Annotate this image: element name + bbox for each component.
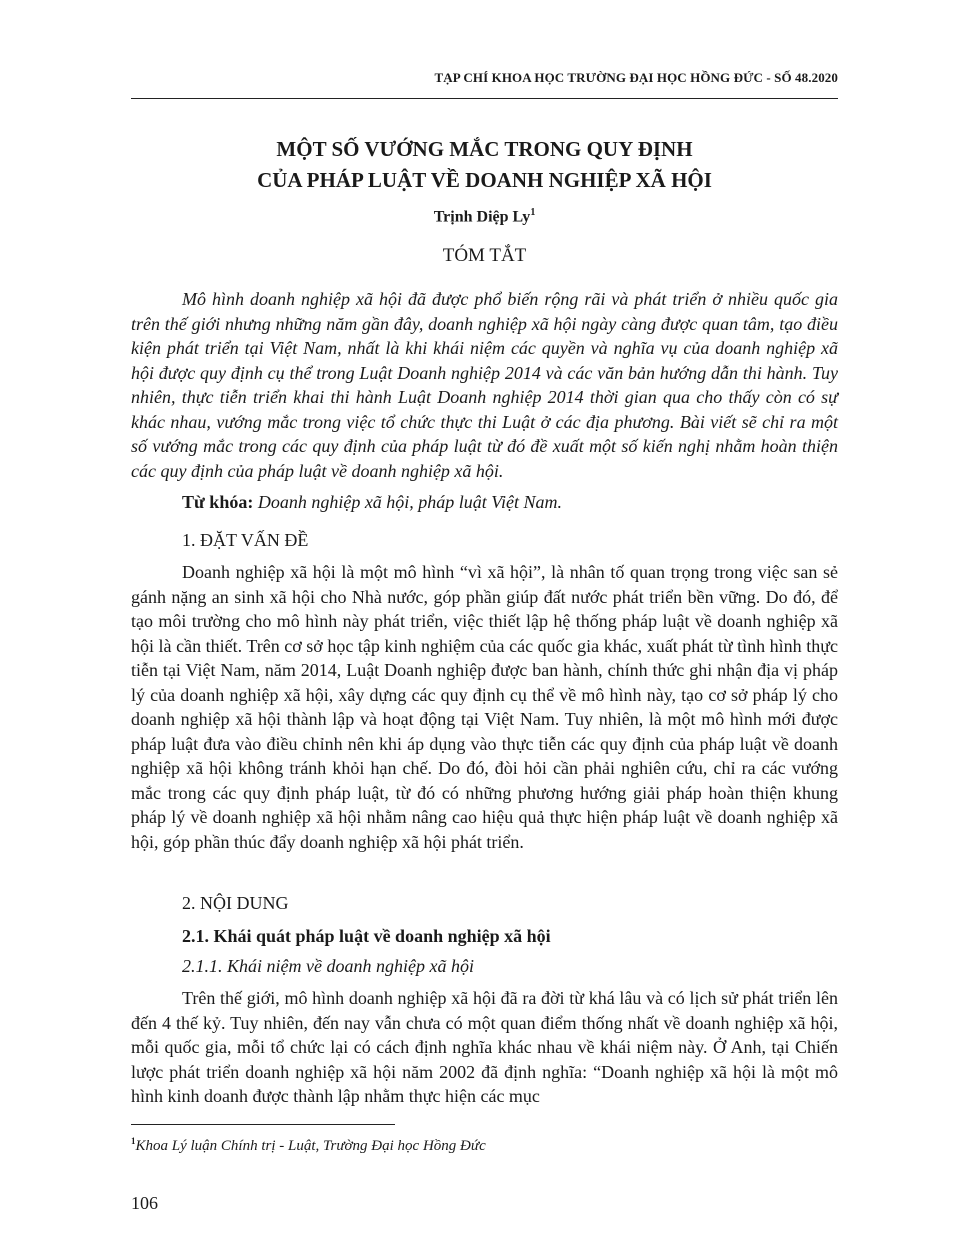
keywords-label: Từ khóa: — [182, 492, 254, 512]
keywords-text: Doanh nghiệp xã hội, pháp luật Việt Nam. — [257, 492, 562, 512]
title-line-2: CỦA PHÁP LUẬT VỀ DOANH NGHIỆP XÃ HỘI — [257, 168, 712, 192]
header-rule — [131, 98, 838, 99]
article-title — [131, 134, 838, 196]
author-name: Trịnh Diệp Ly — [433, 208, 531, 226]
footnote-text: Khoa Lý luận Chính trị - Luật, Trường Đại học Hồng Đức — [135, 1138, 486, 1154]
page-number: 106 — [131, 1193, 158, 1213]
footnote-rule — [131, 1124, 395, 1125]
abstract-text: Mô hình doanh nghiệp xã hội đã được phổ biến rộng rãi và phát triển ở nhiều quốc gia trên thế giới nhưng những năm gần đây, doanh nghiệp xã hội ngày càng được quan tâm, tạo điều kiện phát triển tại Việt Nam, nhất là khi khái niệm các quyền và nghĩa vụ của doanh nghiệp xã hội được quy định cụ thể trong Luật Doanh nghiệp 2014 và các văn bản hướng dẫn thi hành. Tuy nhiên, thực tiễn triển khai thi hành Luật Doanh nghiệp 2014 thời gian qua cho thấy còn có sự khác nhau, vướng mắc trong việc tổ chức thực thi Luật ở các địa phương. Bài viết sẽ chỉ ra một số vướng mắc trong các quy định của pháp luật từ đó đề xuất một số kiến nghị nhằm hoàn thiện các quy định của pháp luật về doanh nghiệp xã hội. — [131, 289, 838, 481]
keywords — [131, 490, 838, 515]
author-line — [131, 207, 838, 226]
title-line-1: MỘT SỐ VƯỚNG MẮC TRONG QUY ĐỊNH — [276, 137, 693, 161]
author-footnote-mark: 1 — [530, 207, 536, 218]
abstract-heading: TÓM TẮT — [442, 245, 527, 266]
subsection-2-1-1-heading: 2.1.1. Khái niệm về doanh nghiệp xã hội — [182, 956, 474, 976]
section-1-paragraph: Doanh nghiệp xã hội là một mô hình “vì xã hội”, là nhân tố quan trọng trong việc san sẻ gánh nặng an sinh xã hội cho Nhà nước, góp phần giúp đất nước phát triển bền vững. Do đó, để tạo môi trường cho mô hình này phát triển, việc thiết lập hệ thống pháp luật về doanh nghiệp xã hội là cần thiết. Trên cơ sở học tập kinh nghiệm của các quốc gia khác, xuất phát từ tình hình thực tiễn tại Việt Nam, năm 2014, Luật Doanh nghiệp được ban hành, chính thức ghi nhận địa vị pháp lý của doanh nghiệp xã hội, xây dựng các quy định cụ thể về mô hình này, tạo cơ sở pháp lý cho doanh nghiệp xã hội thành lập và hoạt động tại Việt Nam. Tuy nhiên, là một mô hình mới được pháp luật đưa vào điều chỉnh nên khi áp dụng vào thực tiễn các quy định của pháp luật về doanh nghiệp xã hội không tránh khỏi hạn chế. Do đó, đòi hỏi cần phải nghiên cứu, chỉ ra các vướng mắc trong các quy định pháp luật, từ đó có những phương hướng giải pháp hoàn thiện khung pháp lý về doanh nghiệp xã hội nhằm nâng cao hiệu quả thực hiện pháp luật về doanh nghiệp xã hội, góp phần thúc đẩy doanh nghiệp xã hội phát triển. — [131, 562, 838, 852]
footnote-mark: 1 — [131, 1136, 136, 1146]
footnote — [131, 1136, 486, 1155]
journal-header: TẠP CHÍ KHOA HỌC TRƯỜNG ĐẠI HỌC HỒNG ĐỨC - SỐ 48.2020 — [434, 70, 838, 85]
section-1-heading: 1. ĐẶT VẤN ĐỀ — [182, 530, 309, 550]
subsection-2-1-heading: 2.1. Khái quát pháp luật về doanh nghiệp xã hội — [182, 926, 551, 946]
section-2-paragraph: Trên thế giới, mô hình doanh nghiệp xã hội đã ra đời từ khá lâu và có lịch sử phát triển lên đến 4 thế kỷ. Tuy nhiên, đến nay vẫn chưa có một quan điểm thống nhất về doanh nghiệp xã hội, mỗi quốc gia, mỗi tổ chức lại có cách định nghĩa khác nhau về khái niệm này. Ở Anh, tại Chiến lược phát triển doanh nghiệp xã hội năm 2002 đã định nghĩa: “Doanh nghiệp xã hội là một mô hình kinh doanh được thành lập nhằm thực hiện các mục — [131, 988, 838, 1106]
section-2-heading: 2. NỘI DUNG — [182, 893, 289, 913]
